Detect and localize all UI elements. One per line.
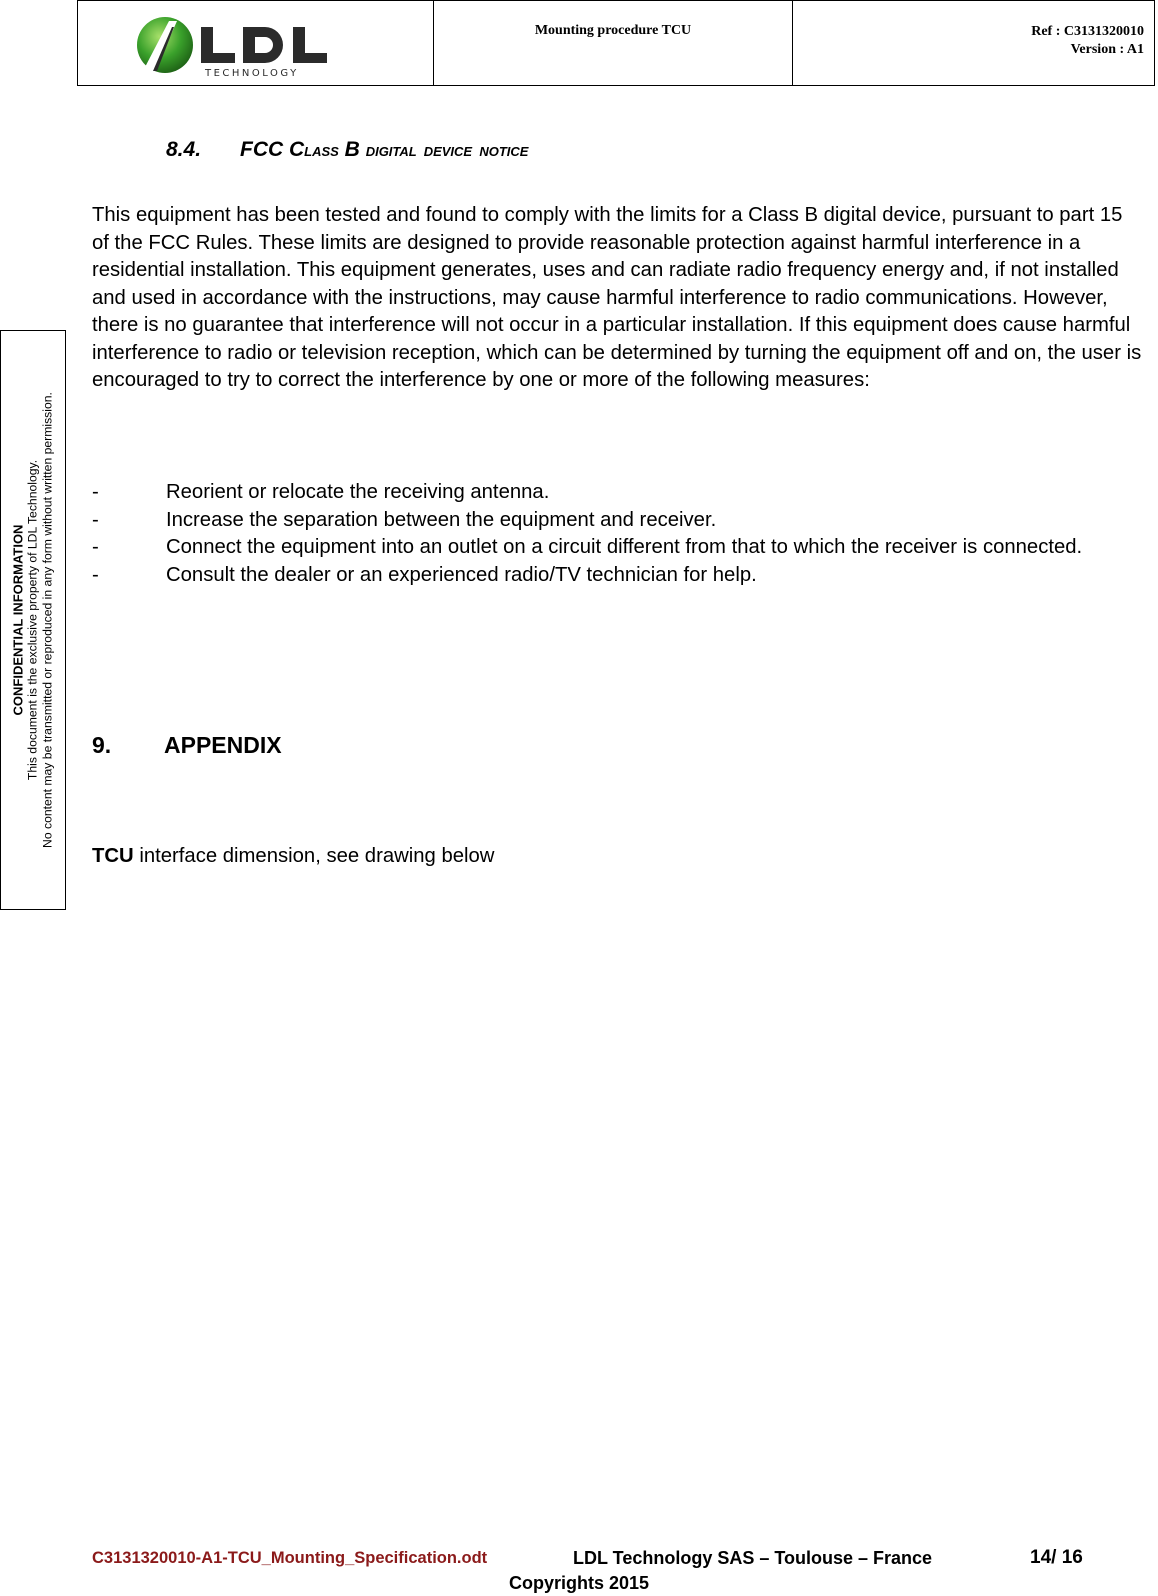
tcu-rest: interface dimension, see drawing below [133, 845, 495, 867]
bullet-dash: - [92, 508, 99, 531]
list-item-text: Consult the dealer or an experienced radio/TV technician for help. [166, 563, 757, 586]
list-item [92, 534, 1144, 562]
tcu-bold: TCU [92, 845, 134, 867]
bullet-dash: - [92, 563, 99, 586]
footer-filename: C3131320010-A1-TCU_Mounting_Specification.odt [92, 1549, 488, 1567]
list-item [92, 507, 1144, 535]
section-number: 8.4. [166, 138, 202, 161]
section-title-part: FCC C [240, 138, 305, 161]
list-item [92, 479, 1144, 507]
version: Version : A1 [1070, 42, 1144, 57]
confidential-line2: No content may be transmitted or reproduced in any form without written permission. [40, 392, 55, 848]
tcu-line [92, 845, 494, 868]
footer-page: 14/ 16 [1030, 1547, 1083, 1568]
confidential-text [11, 340, 56, 900]
list-item-text: Reorient or relocate the receiving antenna. [166, 481, 550, 503]
bullet-dash: - [92, 536, 99, 558]
footer-company: LDL Technology SAS – Toulouse – France [573, 1548, 933, 1568]
list-item [92, 562, 1144, 590]
ref-number: Ref : C3131320010 [1031, 24, 1144, 39]
footer-copyright: Copyrights 2015 [508, 1573, 650, 1593]
notice-paragraph: This equipment has been tested and found to comply with the limits for a Class B digital device, pursuant to part 15 of the FCC Rules. These limits are designed to provide reasonable protection against harmful interference in a residential installation. This equipment generates, uses and can radiate radio frequency energy and, if not installed and used in accordance with the instructions, may cause harmful interference to radio communications. However, there is no guarantee that interference will not occur in a particular installation. If this equipment does cause harmful interference to radio or television reception, which can be determined by turning the equipment off and on, the user is encouraged to try to correct the interference by one or more of the following measures: [92, 204, 1142, 391]
ldl-logo [135, 15, 365, 77]
list-item-text: Connect the equipment into an outlet on a circuit different from that to which the receiver is connected. [166, 536, 1083, 558]
appendix-number: 9. [92, 732, 112, 758]
section-title-part: LASS [304, 144, 339, 159]
notice-body [92, 202, 1144, 395]
confidential-line1: This document is the exclusive property of LDL Technology. [25, 459, 40, 781]
header-table [77, 0, 1155, 86]
measures-list [92, 479, 1144, 589]
section-title-part: B [338, 138, 366, 161]
logo-subtext: TECHNOLOGY [205, 68, 299, 77]
bullet-dash: - [92, 481, 99, 503]
section-title-part: DIGITAL DEVICE NOTICE [365, 144, 529, 159]
logo-cell [78, 1, 434, 86]
confidential-title: CONFIDENTIAL INFORMATION [10, 524, 26, 716]
appendix-heading [92, 732, 282, 759]
appendix-title: APPENDIX [164, 732, 282, 758]
confidential-sidebar [0, 330, 66, 910]
ref-block [793, 1, 1155, 86]
section-heading [166, 138, 528, 162]
document-title: Mounting procedure TCU [434, 1, 793, 86]
list-item-text: Increase the separation between the equipment and receiver. [166, 508, 717, 531]
